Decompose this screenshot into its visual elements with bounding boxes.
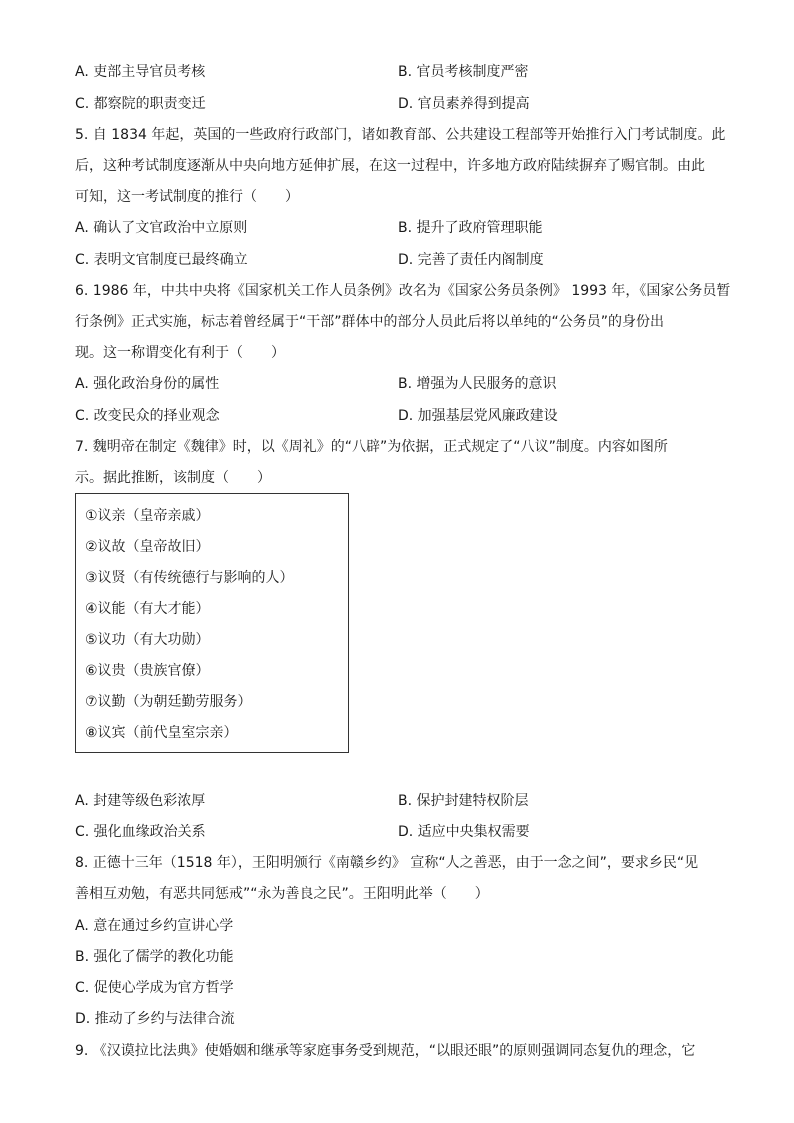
q6-option-b: B. 增强为人民服务的意识 [398,376,557,392]
q6-option-a: A. 强化政治身份的属性 [75,376,220,392]
q6-stem-line-2: 行条例》正式实施，标志着曾经属于“干部”群体中的部分人员此后将以单纯的“公务员”的身份出 [75,314,665,330]
q5-stem-line-3: 可知，这一考试制度的推行（ ） [75,189,299,205]
q7-option-c: C. 强化血缘政治关系 [75,824,206,840]
q8-stem-line-2: 善相互劝勉，有恶共同惩戒”“永为善良之民”。王阳明此举（ ） [75,886,489,902]
q5-option-b: B. 提升了政府管理职能 [398,220,543,236]
q7-option-a: A. 封建等级色彩浓厚 [75,793,206,809]
q8-stem-line-1: 8. 正德十三年（1518 年），王阳明颁行《南赣乡约》 宣称“人之善恶，由于一念之间”，要求乡民“见 [75,855,699,871]
q9-stem-line-1: 9. 《汉谟拉比法典》使婚姻和继承等家庭事务受到规范，“以眼还眼”的原则强调同态复仇的理念，它 [75,1043,696,1059]
q4-option-b: B. 官员考核制度严密 [398,64,529,80]
q5-stem-line-2: 后，这种考试制度逐渐从中央向地方延伸扩展，在这一过程中，许多地方政府陆续摒弃了赐官制。由此 [75,158,705,174]
box-item-8: ⑧议宾（前代皇室宗亲） [85,725,238,741]
q4-option-d: D. 官员素养得到提高 [398,96,530,112]
q5-option-a: A. 确认了文官政治中立原则 [75,220,248,236]
q6-option-c: C. 改变民众的择业观念 [75,408,220,424]
box-item-6: ⑥议贵（贵族官僚） [85,663,210,679]
q6-stem-line-3: 现。这一称谓变化有利于（ ） [75,345,285,361]
q8-option-d: D. 推动了乡约与法律合流 [75,1011,235,1027]
q8-option-b: B. 强化了儒学的教化功能 [75,949,234,965]
q8-option-a: A. 意在通过乡约宣讲心学 [75,918,234,934]
q5-stem-line-1: 5. 自 1834 年起，英国的一些政府行政部门，诸如教育部、公共建设工程部等开始推行入门考试制度。此 [75,127,726,143]
box-item-5: ⑤议功（有大功勋） [85,632,210,648]
q6-stem-line-1: 6. 1986 年，中共中央将《国家机关工作人员条例》改名为《国家公务员条例》 1993 年，《国家公务员暂 [75,283,731,299]
eight-deliberations-box [75,493,349,753]
q7-stem-line-2: 示。据此推断，该制度（ ） [75,470,271,486]
box-item-1: ①议亲（皇帝亲戚） [85,508,210,524]
q5-option-d: D. 完善了责任内阁制度 [398,252,544,268]
q7-option-d: D. 适应中央集权需要 [398,824,530,840]
q5-option-c: C. 表明文官制度已最终确立 [75,252,248,268]
q4-option-c: C. 都察院的职责变迁 [75,96,206,112]
q7-option-b: B. 保护封建特权阶层 [398,793,529,809]
q6-option-d: D. 加强基层党风廉政建设 [398,408,558,424]
q8-option-c: C. 促使心学成为官方哲学 [75,980,234,996]
box-item-7: ⑦议勤（为朝廷勤劳服务） [85,694,252,710]
box-item-4: ④议能（有大才能） [85,601,210,617]
q4-option-a: A. 吏部主导官员考核 [75,64,206,80]
q7-stem-line-1: 7. 魏明帝在制定《魏律》时，以《周礼》的“八辟”为依据，正式规定了“八议”制度。内容如图所 [75,439,668,455]
box-item-3: ③议贤（有传统德行与影响的人） [85,570,294,586]
box-item-2: ②议故（皇帝故旧） [85,539,210,555]
